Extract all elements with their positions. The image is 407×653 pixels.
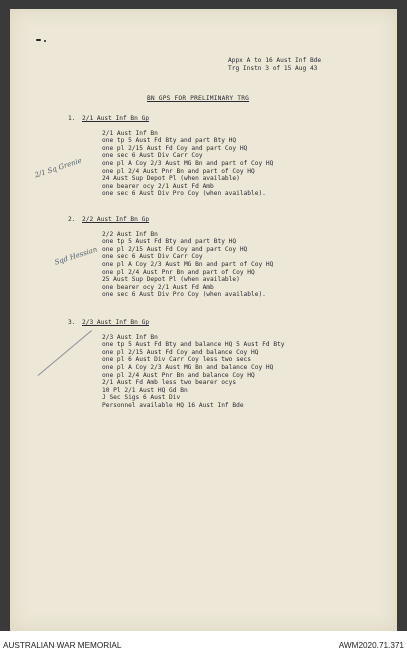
- list-item: one tp 5 Aust Fd Bty and balance HQ 5 Aust Fd Bty: [102, 341, 285, 349]
- document-page: [10, 9, 397, 631]
- archive-footer: [0, 631, 407, 653]
- ink-mark: [44, 40, 46, 42]
- list-item: one tp 5 Aust Fd Bty and part Bty HQ: [102, 137, 237, 145]
- list-item: one pl 2/15 Aust Fd Coy and balance Coy HQ: [102, 348, 259, 356]
- list-item: Personnel available HQ 16 Aust Inf Bde: [102, 401, 244, 409]
- document-heading: BN GPS FOR PRELIMINARY TRG: [147, 95, 250, 102]
- list-item: 24 Aust Sup Depot Pl (when available): [102, 175, 240, 183]
- section-items: [102, 130, 273, 198]
- section-number: 3.: [68, 319, 76, 326]
- section-number: 2.: [68, 216, 76, 223]
- list-item: one pl A Coy 2/3 Aust MG Bn and part of Coy HQ: [102, 159, 274, 167]
- appendix-reference: [228, 57, 321, 72]
- list-item: one pl A Coy 2/3 Aust MG Bn and balance Coy HQ: [102, 363, 274, 371]
- list-item: one pl 2/4 Aust Pnr Bn and part of Coy HQ: [102, 268, 255, 276]
- list-item: 2/3 Aust Inf Bn: [102, 333, 158, 341]
- list-item: one pl A Coy 2/3 Aust MG Bn and part of Coy HQ: [102, 260, 274, 268]
- appendix-line: Trg Instn 3 of 15 Aug 43: [228, 64, 318, 72]
- section-items: [102, 231, 273, 299]
- list-item: one sec 6 Aust Div Carr Coy: [102, 253, 203, 261]
- group-section-3: [68, 319, 285, 410]
- list-item: one bearer ocy 2/1 Aust Fd Amb: [102, 182, 214, 190]
- list-item: J Sec Sigs 6 Aust Div: [102, 394, 181, 402]
- footer-institution: AUSTRALIAN WAR MEMORIAL: [3, 641, 122, 650]
- list-item: 25 Aust Sup Depot Pl (when available): [102, 276, 240, 284]
- list-item: one sec 6 Aust Div Carr Coy: [102, 152, 203, 160]
- list-item: one bearer ocy 2/1 Aust Fd Amb: [102, 283, 214, 291]
- section-title: [68, 216, 273, 224]
- ink-mark: [36, 39, 41, 41]
- footer-accession-number: AWM2020.71.371: [338, 641, 404, 650]
- list-item: 2/1 Aust Inf Bn: [102, 129, 158, 137]
- list-item: one pl 2/15 Aust Fd Coy and part Coy HQ: [102, 245, 248, 253]
- list-item: one pl 2/4 Aust Pnr Bn and part of Coy HQ: [102, 167, 255, 175]
- section-title-text: 2/1 Aust Inf Bn Gp: [82, 115, 150, 122]
- section-title: [68, 115, 273, 123]
- list-item: one pl 6 Aust Div Carr Coy less two secs: [102, 356, 252, 364]
- list-item: 2/1 Aust Fd Amb less two bearer ocys: [102, 379, 237, 387]
- section-title-text: 2/2 Aust Inf Bn Gp: [82, 216, 150, 223]
- list-item: one sec 6 Aust Div Pro Coy (when available).: [102, 291, 266, 299]
- list-item: one tp 5 Aust Fd Bty and part Bty HQ: [102, 238, 237, 246]
- list-item: 2/2 Aust Inf Bn: [102, 230, 158, 238]
- list-item: one sec 6 Aust Div Pro Coy (when available).: [102, 190, 266, 198]
- list-item: one pl 2/15 Aust Fd Coy and part Coy HQ: [102, 144, 248, 152]
- section-number: 1.: [68, 115, 76, 122]
- handwritten-note: 2/1 Sq Grenie: [33, 156, 83, 180]
- list-item: 10 Pl 2/1 Aust HQ Gd Bn: [102, 386, 188, 394]
- appendix-line: Appx A to 16 Aust Inf Bde: [228, 57, 322, 64]
- group-section-1: [68, 115, 273, 198]
- group-section-2: [68, 216, 273, 299]
- section-title: [68, 319, 285, 327]
- handwritten-note: Sqd Hessian: [53, 245, 99, 267]
- section-title-text: 2/3 Aust Inf Bn Gp: [82, 319, 150, 326]
- section-items: [102, 334, 285, 410]
- list-item: one pl 2/4 Aust Pnr Bn and balance Coy HQ: [102, 371, 255, 379]
